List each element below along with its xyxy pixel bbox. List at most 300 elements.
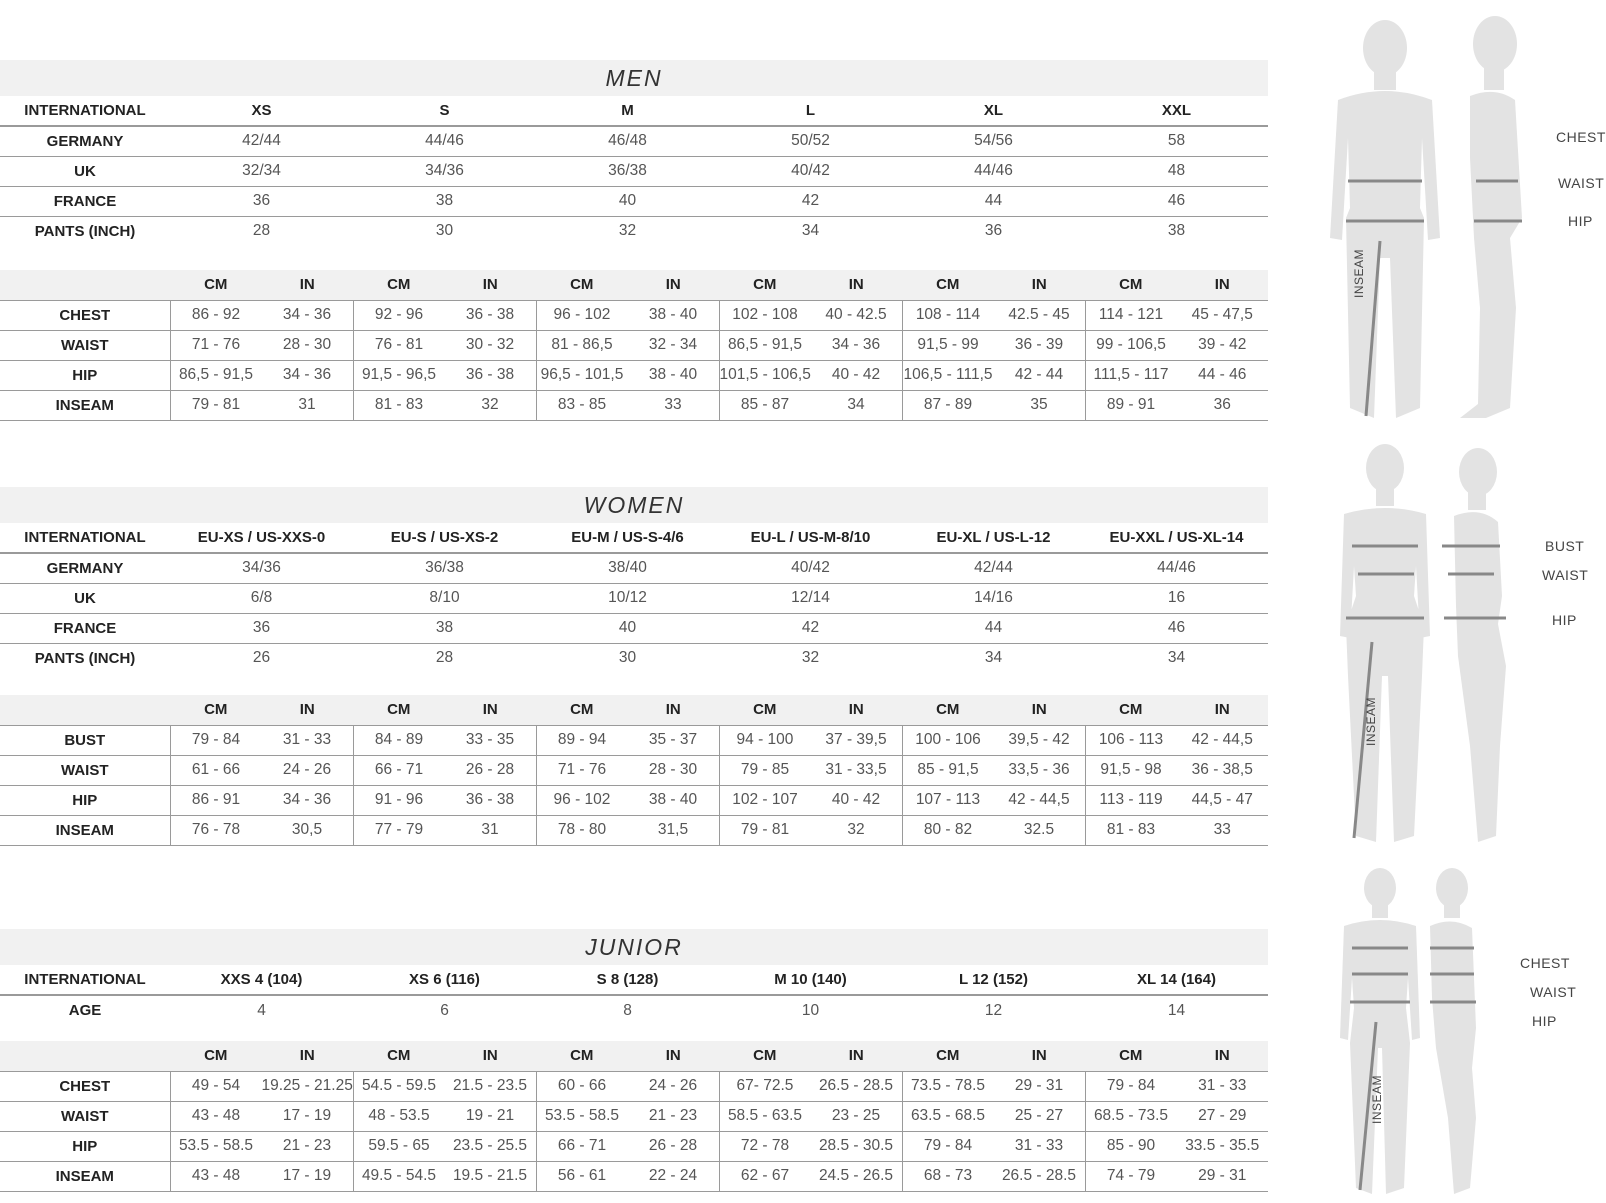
table-cell: 91,5 - 96,5 xyxy=(353,360,445,390)
table-cell: 106,5 - 111,5 xyxy=(902,360,994,390)
table-cell: 21 - 23 xyxy=(262,1131,354,1161)
row-header: UK xyxy=(0,583,170,613)
table-row xyxy=(0,216,1268,246)
table-cell: 32 xyxy=(445,390,537,420)
table-cell: 28 - 30 xyxy=(628,755,720,785)
table-cell: 12 xyxy=(984,1001,1003,1019)
table-row xyxy=(0,995,1268,1025)
table-cell: 30 xyxy=(618,649,637,667)
table-cell: 34/36 xyxy=(353,156,536,186)
table-cell: 102 - 108 xyxy=(719,300,811,330)
table-cell: 45 - 47,5 xyxy=(1177,300,1269,330)
table-cell: 34 xyxy=(984,649,1003,667)
section-title: MEN xyxy=(0,60,1268,96)
table-cell: 77 - 79 xyxy=(353,815,445,845)
table-cell: 37 - 39,5 xyxy=(811,725,903,755)
table-row xyxy=(0,755,1268,785)
section-title: WOMEN xyxy=(0,487,1268,523)
table-cell: 91,5 - 99 xyxy=(902,330,994,360)
inseam-label: INSEAM xyxy=(1370,1074,1384,1124)
table-cell: 44 xyxy=(902,613,1085,643)
table-cell: 96,5 - 101,5 xyxy=(536,360,628,390)
table-cell: 12/14 xyxy=(719,583,902,613)
table-cell: 58 xyxy=(1085,126,1268,156)
table-row xyxy=(0,815,1268,845)
table-cell: 92 - 96 xyxy=(353,300,445,330)
table-row xyxy=(0,360,1268,390)
table-cell: 4 xyxy=(257,1001,266,1019)
table-cell: 22 - 24 xyxy=(628,1161,720,1191)
size-header-cell: XS xyxy=(170,96,353,126)
table-cell: 44 - 46 xyxy=(1177,360,1269,390)
unit-header-cell: IN xyxy=(445,1041,537,1071)
table-cell: 61 - 66 xyxy=(170,755,262,785)
inseam-label: INSEAM xyxy=(1364,696,1378,746)
row-header: BUST xyxy=(0,725,170,755)
table-cell: 72 - 78 xyxy=(719,1131,811,1161)
table-row xyxy=(0,785,1268,815)
section-title: JUNIOR xyxy=(0,929,1268,965)
table-cell: 10/12 xyxy=(536,583,719,613)
unit-header-cell: IN xyxy=(1177,1041,1269,1071)
table-cell: 24.5 - 26.5 xyxy=(811,1161,903,1191)
table-cell: 78 - 80 xyxy=(536,815,628,845)
table-cell: 49.5 - 54.5 xyxy=(353,1161,445,1191)
men-section xyxy=(0,60,1268,421)
table-cell: 31 xyxy=(445,815,537,845)
table-row xyxy=(0,330,1268,360)
table-cell: 39 - 42 xyxy=(1177,330,1269,360)
row-header: WAIST xyxy=(0,755,170,785)
women-section xyxy=(0,487,1268,846)
table-cell: 36 - 38 xyxy=(445,300,537,330)
unit-header-cell: IN xyxy=(262,1041,354,1071)
table-cell: 36 xyxy=(1177,390,1269,420)
table-cell: 42 xyxy=(719,186,902,216)
unit-header-cell: CM xyxy=(719,270,811,300)
table-cell: 31 xyxy=(262,390,354,420)
table-row xyxy=(0,553,1268,583)
table-cell: 67- 72.5 xyxy=(719,1071,811,1101)
table-cell: 42 - 44 xyxy=(994,360,1086,390)
table-row xyxy=(0,186,1268,216)
size-header-cell: M 10 (140) xyxy=(719,965,902,995)
table-cell: 56 - 61 xyxy=(536,1161,628,1191)
table-row xyxy=(0,643,1268,673)
table-cell: 53.5 - 58.5 xyxy=(536,1101,628,1131)
table-cell: 32 xyxy=(618,222,637,240)
table-cell: 34 - 36 xyxy=(811,330,903,360)
size-header-cell: EU-S / US-XS-2 xyxy=(353,523,536,553)
size-header-cell: S 8 (128) xyxy=(536,965,719,995)
table-cell: 17 - 19 xyxy=(262,1161,354,1191)
table-cell: 36/38 xyxy=(536,156,719,186)
table-cell: 21.5 - 23.5 xyxy=(445,1071,537,1101)
table-cell: 79 - 85 xyxy=(719,755,811,785)
table-cell: 17 - 19 xyxy=(262,1101,354,1131)
table-cell: 73.5 - 78.5 xyxy=(902,1071,994,1101)
table-row xyxy=(0,156,1268,186)
table-cell: 34/36 xyxy=(170,553,353,583)
table-cell: 86,5 - 91,5 xyxy=(170,360,262,390)
table-row xyxy=(0,300,1268,330)
table-cell: 79 - 81 xyxy=(719,815,811,845)
row-header: WAIST xyxy=(0,1101,170,1131)
unit-header-cell: IN xyxy=(1177,270,1269,300)
table-cell: 71 - 76 xyxy=(170,330,262,360)
table-cell: 38 xyxy=(353,186,536,216)
bust-label: BUST xyxy=(1545,538,1585,554)
table-cell: 6 xyxy=(440,1001,449,1019)
table-cell: 42 xyxy=(719,613,902,643)
size-header-cell: S xyxy=(353,96,536,126)
table-cell: 87 - 89 xyxy=(902,390,994,420)
unit-header-cell: CM xyxy=(719,1041,811,1071)
row-header: INTERNATIONAL xyxy=(0,523,170,553)
table-cell: 23 - 25 xyxy=(811,1101,903,1131)
table-cell: 46 xyxy=(1085,186,1268,216)
table-cell: 30 xyxy=(435,222,454,240)
table-cell: 50/52 xyxy=(719,126,902,156)
table-cell: 36 - 39 xyxy=(994,330,1086,360)
row-header: HIP xyxy=(0,785,170,815)
table-cell: 34 xyxy=(1167,649,1186,667)
table-cell: 89 - 91 xyxy=(1085,390,1177,420)
table-cell: 91,5 - 98 xyxy=(1085,755,1177,785)
table-cell: 33.5 - 35.5 xyxy=(1177,1131,1269,1161)
table-cell: 44/46 xyxy=(353,126,536,156)
table-cell: 86,5 - 91,5 xyxy=(719,330,811,360)
table-cell: 42/44 xyxy=(902,553,1085,583)
table-cell: 80 - 82 xyxy=(902,815,994,845)
table-cell: 34 xyxy=(801,222,820,240)
table-cell: 83 - 85 xyxy=(536,390,628,420)
table-cell: 100 - 106 xyxy=(902,725,994,755)
empty-header-cell xyxy=(0,1041,170,1071)
table-cell: 71 - 76 xyxy=(536,755,628,785)
table-cell: 29 - 31 xyxy=(1177,1161,1269,1191)
row-header: UK xyxy=(0,156,170,186)
table-cell: 54.5 - 59.5 xyxy=(353,1071,445,1101)
table-cell: 81 - 83 xyxy=(1085,815,1177,845)
table-cell: 31 - 33 xyxy=(994,1131,1086,1161)
table-cell: 86 - 92 xyxy=(170,300,262,330)
unit-header-cell: CM xyxy=(170,1041,262,1071)
table-cell: 106 - 113 xyxy=(1085,725,1177,755)
table-row xyxy=(0,583,1268,613)
table-cell: 48 - 53.5 xyxy=(353,1101,445,1131)
empty-header-cell xyxy=(0,270,170,300)
table-cell: 23.5 - 25.5 xyxy=(445,1131,537,1161)
table-cell: 114 - 121 xyxy=(1085,300,1177,330)
table-cell: 85 - 87 xyxy=(719,390,811,420)
hip-label: HIP xyxy=(1532,1013,1557,1029)
table-cell: 36 xyxy=(170,186,353,216)
table-cell: 36 - 38 xyxy=(445,785,537,815)
table-cell: 38 - 40 xyxy=(628,360,720,390)
table-cell: 26 - 28 xyxy=(628,1131,720,1161)
table-cell: 111,5 - 117 xyxy=(1085,360,1177,390)
table-cell: 36 - 38,5 xyxy=(1177,755,1269,785)
table-cell: 32.5 xyxy=(994,815,1086,845)
table-cell: 8/10 xyxy=(353,583,536,613)
table-cell: 21 - 23 xyxy=(628,1101,720,1131)
table-cell: 42 - 44,5 xyxy=(1177,725,1269,755)
table-cell: 19.25 - 21.25 xyxy=(262,1071,354,1101)
row-header: CHEST xyxy=(0,300,170,330)
table-cell: 39,5 - 42 xyxy=(994,725,1086,755)
waist-label: WAIST xyxy=(1558,175,1605,191)
table-cell: 68 - 73 xyxy=(902,1161,994,1191)
table-row xyxy=(0,725,1268,755)
table-cell: 107 - 113 xyxy=(902,785,994,815)
table-cell: 32 xyxy=(801,649,820,667)
table-cell: 53.5 - 58.5 xyxy=(170,1131,262,1161)
unit-header-cell: IN xyxy=(811,270,903,300)
row-header: HIP xyxy=(0,1131,170,1161)
table-cell: 85 - 90 xyxy=(1085,1131,1177,1161)
table-cell: 33,5 - 36 xyxy=(994,755,1086,785)
table-row xyxy=(0,613,1268,643)
table-cell: 43 - 48 xyxy=(170,1161,262,1191)
table-cell: 33 xyxy=(1177,815,1269,845)
table-cell: 94 - 100 xyxy=(719,725,811,755)
table-cell: 46 xyxy=(1085,613,1268,643)
table-cell: 38/40 xyxy=(536,553,719,583)
table-cell: 24 - 26 xyxy=(262,755,354,785)
table-cell: 36 - 38 xyxy=(445,360,537,390)
size-header-cell: EU-L / US-M-8/10 xyxy=(719,523,902,553)
junior-section xyxy=(0,929,1268,1192)
table-cell: 30 - 32 xyxy=(445,330,537,360)
table-cell: 6/8 xyxy=(170,583,353,613)
table-cell: 30,5 xyxy=(262,815,354,845)
table-cell: 84 - 89 xyxy=(353,725,445,755)
table-cell: 31 - 33 xyxy=(262,725,354,755)
table-cell: 10 xyxy=(801,1001,820,1019)
size-header-cell: XL 14 (164) xyxy=(1085,965,1268,995)
table-cell: 96 - 102 xyxy=(536,785,628,815)
row-header: INTERNATIONAL xyxy=(0,96,170,126)
table-row xyxy=(0,1071,1268,1101)
waist-label: WAIST xyxy=(1530,984,1577,1000)
table-cell: 89 - 94 xyxy=(536,725,628,755)
table-cell: 34 - 36 xyxy=(262,300,354,330)
inseam-label: INSEAM xyxy=(1352,248,1366,298)
unit-header-cell: IN xyxy=(628,1041,720,1071)
unit-header-cell: CM xyxy=(1085,1041,1177,1071)
table-row xyxy=(0,390,1268,420)
table-cell: 19 - 21 xyxy=(445,1101,537,1131)
table-cell: 44/46 xyxy=(1085,553,1268,583)
table-cell: 38 - 40 xyxy=(628,300,720,330)
table-cell: 108 - 114 xyxy=(902,300,994,330)
table-cell: 40 - 42.5 xyxy=(811,300,903,330)
hip-label: HIP xyxy=(1568,213,1593,229)
table-cell: 38 xyxy=(353,613,536,643)
chest-label: CHEST xyxy=(1556,129,1606,145)
unit-header-cell: CM xyxy=(170,695,262,725)
table-cell: 96 - 102 xyxy=(536,300,628,330)
table-cell: 28 xyxy=(252,222,271,240)
table-cell: 31 - 33 xyxy=(1177,1071,1269,1101)
table-cell: 49 - 54 xyxy=(170,1071,262,1101)
hip-label: HIP xyxy=(1552,612,1577,628)
unit-header-cell: IN xyxy=(811,1041,903,1071)
women-silhouette-icon xyxy=(1330,446,1600,846)
unit-header-cell: CM xyxy=(902,270,994,300)
unit-header-cell: CM xyxy=(536,1041,628,1071)
men-silhouette-icon xyxy=(1310,8,1600,428)
table-cell: 40/42 xyxy=(719,156,902,186)
table-cell: 40 - 42 xyxy=(811,360,903,390)
table-cell: 58.5 - 63.5 xyxy=(719,1101,811,1131)
table-cell: 79 - 81 xyxy=(170,390,262,420)
unit-header-cell: CM xyxy=(353,270,445,300)
table-cell: 35 - 37 xyxy=(628,725,720,755)
table-cell: 42/44 xyxy=(170,126,353,156)
table-cell: 81 - 86,5 xyxy=(536,330,628,360)
women-figure xyxy=(1330,446,1600,846)
unit-header-cell: CM xyxy=(719,695,811,725)
men-measurement-table xyxy=(0,270,1268,421)
empty-header-cell xyxy=(0,695,170,725)
table-cell: 36 xyxy=(170,613,353,643)
unit-header-cell: CM xyxy=(353,695,445,725)
table-cell: 44/46 xyxy=(902,156,1085,186)
table-cell: 28.5 - 30.5 xyxy=(811,1131,903,1161)
size-header-cell: XL xyxy=(902,96,1085,126)
table-cell: 76 - 78 xyxy=(170,815,262,845)
unit-header-cell: IN xyxy=(262,695,354,725)
row-header: CHEST xyxy=(0,1071,170,1101)
unit-header-cell: CM xyxy=(902,695,994,725)
table-cell: 25 - 27 xyxy=(994,1101,1086,1131)
table-cell: 81 - 83 xyxy=(353,390,445,420)
row-header: PANTS (INCH) xyxy=(34,222,136,240)
table-cell: 42.5 - 45 xyxy=(994,300,1086,330)
table-cell: 38 - 40 xyxy=(628,785,720,815)
table-cell: 48 xyxy=(1085,156,1268,186)
table-cell: 33 - 35 xyxy=(445,725,537,755)
size-header-cell: EU-XL / US-L-12 xyxy=(902,523,1085,553)
table-cell: 46/48 xyxy=(536,126,719,156)
table-cell: 28 xyxy=(435,649,454,667)
unit-header-cell: IN xyxy=(994,270,1086,300)
unit-header-cell: IN xyxy=(262,270,354,300)
unit-header-cell: IN xyxy=(628,270,720,300)
row-header: INSEAM xyxy=(0,390,170,420)
row-header: FRANCE xyxy=(0,186,170,216)
table-cell: 40 - 42 xyxy=(811,785,903,815)
table-cell: 44 xyxy=(902,186,1085,216)
unit-header-cell: CM xyxy=(170,270,262,300)
table-cell: 74 - 79 xyxy=(1085,1161,1177,1191)
table-cell: 32 xyxy=(811,815,903,845)
unit-header-cell: CM xyxy=(1085,695,1177,725)
size-header-cell: L xyxy=(719,96,902,126)
table-cell: 76 - 81 xyxy=(353,330,445,360)
table-row xyxy=(0,1101,1268,1131)
table-cell: 99 - 106,5 xyxy=(1085,330,1177,360)
table-cell: 42 - 44,5 xyxy=(994,785,1086,815)
table-cell: 91 - 96 xyxy=(353,785,445,815)
men-figure xyxy=(1310,8,1606,428)
table-cell: 101,5 - 106,5 xyxy=(719,360,811,390)
table-cell: 31 - 33,5 xyxy=(811,755,903,785)
unit-header-cell: CM xyxy=(536,695,628,725)
table-cell: 66 - 71 xyxy=(536,1131,628,1161)
size-header-cell: XS 6 (116) xyxy=(353,965,536,995)
table-cell: 60 - 66 xyxy=(536,1071,628,1101)
unit-header-cell: CM xyxy=(353,1041,445,1071)
table-cell: 85 - 91,5 xyxy=(902,755,994,785)
size-header-cell: XXL xyxy=(1085,96,1268,126)
chest-label: CHEST xyxy=(1520,955,1570,971)
table-cell: 59.5 - 65 xyxy=(353,1131,445,1161)
table-cell: 40 xyxy=(536,186,719,216)
table-cell: 86 - 91 xyxy=(170,785,262,815)
table-cell: 24 - 26 xyxy=(628,1071,720,1101)
table-cell: 79 - 84 xyxy=(170,725,262,755)
table-cell: 102 - 107 xyxy=(719,785,811,815)
table-cell: 79 - 84 xyxy=(902,1131,994,1161)
table-cell: 38 xyxy=(1167,222,1186,240)
row-header: GERMANY xyxy=(0,126,170,156)
table-cell: 32/34 xyxy=(170,156,353,186)
row-header: HIP xyxy=(0,360,170,390)
unit-header-cell: IN xyxy=(994,1041,1086,1071)
row-header: AGE xyxy=(68,1002,102,1019)
row-header: FRANCE xyxy=(0,613,170,643)
table-cell: 27 - 29 xyxy=(1177,1101,1269,1131)
table-cell: 8 xyxy=(623,1001,632,1019)
table-cell: 44,5 - 47 xyxy=(1177,785,1269,815)
unit-header-cell: IN xyxy=(445,270,537,300)
row-header: INTERNATIONAL xyxy=(0,965,170,995)
table-cell: 33 xyxy=(628,390,720,420)
unit-header-cell: IN xyxy=(1177,695,1269,725)
unit-header-cell: IN xyxy=(628,695,720,725)
row-header: INSEAM xyxy=(0,815,170,845)
size-header-cell: EU-XXL / US-XL-14 xyxy=(1085,523,1268,553)
table-cell: 26.5 - 28.5 xyxy=(811,1071,903,1101)
size-header-cell: XXS 4 (104) xyxy=(170,965,353,995)
table-cell: 34 - 36 xyxy=(262,785,354,815)
unit-header-cell: CM xyxy=(902,1041,994,1071)
table-cell: 34 xyxy=(811,390,903,420)
row-header: GERMANY xyxy=(0,553,170,583)
junior-size-table xyxy=(0,965,1268,1025)
table-row xyxy=(0,1131,1268,1161)
table-row xyxy=(0,126,1268,156)
table-cell: 43 - 48 xyxy=(170,1101,262,1131)
size-header-cell: L 12 (152) xyxy=(902,965,1085,995)
unit-header-cell: CM xyxy=(536,270,628,300)
junior-silhouette-icon xyxy=(1340,868,1600,1198)
table-cell: 54/56 xyxy=(902,126,1085,156)
size-header-cell: M xyxy=(536,96,719,126)
unit-header-cell: IN xyxy=(994,695,1086,725)
table-cell: 31,5 xyxy=(628,815,720,845)
junior-measurement-table xyxy=(0,1041,1268,1192)
size-header-cell: EU-XS / US-XXS-0 xyxy=(170,523,353,553)
table-cell: 26.5 - 28.5 xyxy=(994,1161,1086,1191)
table-cell: 113 - 119 xyxy=(1085,785,1177,815)
table-cell: 62 - 67 xyxy=(719,1161,811,1191)
table-cell: 63.5 - 68.5 xyxy=(902,1101,994,1131)
size-header-cell: EU-M / US-S-4/6 xyxy=(536,523,719,553)
